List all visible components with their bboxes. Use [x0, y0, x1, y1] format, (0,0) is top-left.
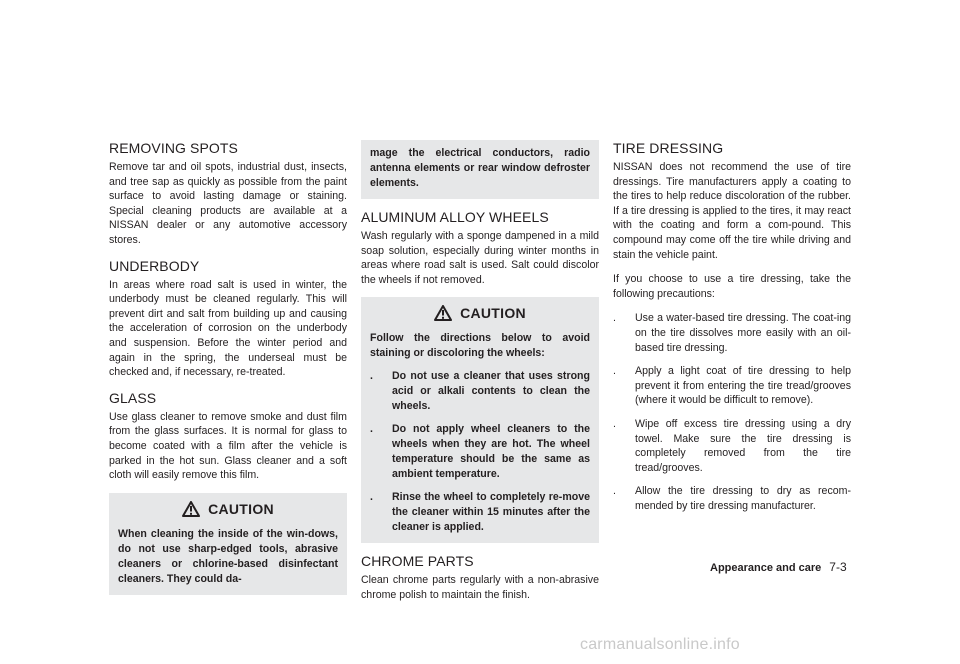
paragraph-alloy-wheels: Wash regularly with a sponge dampened in a mild soap solution, especially during winter months in areas where road salt is used. Salt could discolor the wheels if not removed. — [361, 230, 599, 286]
paragraph-tire-dressing-1: NISSAN does not recommend the use of tire dressings. Tire manufacturers apply a coating to the tires to help reduce discoloration of the rubber. If a tire dressing is applied to the tires, it may react with the coating and form a com-pound. This compound may come off the tire while driving and stain the vehicle paint. — [613, 161, 851, 261]
list-item — [370, 369, 590, 414]
caution-intro-wheels: Follow the directions below to avoid staining or discoloring the wheels: — [370, 332, 590, 360]
list-item-text: Apply a light coat of tire dressing to help prevent it from entering the tire tread/grooves (where it would be difficult to remove). — [635, 365, 851, 407]
list-item — [370, 422, 590, 482]
section-heading-glass: GLASS — [109, 389, 157, 406]
list-item — [613, 417, 851, 475]
list-item — [613, 484, 851, 513]
list-item — [613, 311, 851, 355]
paragraph-underbody: In areas where road salt is used in winter, the underbody must be cleaned regularly. This will prevent dirt and salt from building up and causing the acceleration of corrosion on the underbody and suspension. Before the winter period and again in the spring, the underseal must be checked and, if necessary, re-treated. — [109, 278, 347, 379]
caution-box-wheels — [361, 297, 599, 543]
caution-box-glass-continued — [361, 140, 599, 199]
caution-title: CAUTION — [460, 305, 526, 322]
list-item — [370, 490, 590, 535]
list-item — [613, 364, 851, 408]
watermark: carmanualsonline.info — [580, 636, 740, 653]
list-item-text: Allow the tire dressing to dry as recom-mended by tire dressing manufacturer. — [635, 485, 851, 512]
section-heading-underbody: UNDERBODY — [109, 257, 200, 274]
section-heading-tire-dressing: TIRE DRESSING — [613, 140, 724, 156]
list-item-text: Rinse the wheel to completely re-move the cleaner within 15 minutes after the cleaner is applied. — [392, 491, 590, 534]
bullet-marker: . — [370, 491, 373, 504]
bullet-marker: . — [613, 365, 616, 378]
section-heading-removing-spots: REMOVING SPOTS — [109, 140, 238, 156]
paragraph-glass: Use glass cleaner to remove smoke and dust film from the glass surfaces. It is normal for glass to become coated with a film after the vehicle is parked in the hot sun. Glass cleaner and a soft cloth will easily remove this film. — [109, 410, 347, 482]
list-item-text: Do not apply wheel cleaners to the wheels when they are hot. The wheel temperature should be the same as ambient temperature. — [392, 423, 590, 481]
paragraph-chrome: Clean chrome parts regularly with a non-abrasive chrome polish to maintain the finish. — [361, 574, 599, 601]
caution-title: CAUTION — [208, 500, 274, 517]
bullet-marker: . — [613, 417, 616, 430]
list-item-text: Use a water-based tire dressing. The coat-ing on the tire dissolves more easily with an oil-based tire dressing. — [635, 312, 851, 354]
warning-triangle-icon — [434, 305, 452, 321]
caution-text-glass-continued: mage the electrical conductors, radio antenna elements or rear window defroster elements. — [370, 147, 590, 189]
precautions-list — [613, 311, 851, 513]
caution-header — [118, 501, 338, 517]
footer-section-title: Appearance and care — [710, 562, 822, 574]
column-2 — [361, 140, 599, 613]
section-heading-alloy-wheels: ALUMINUM ALLOY WHEELS — [361, 209, 549, 225]
caution-header — [370, 305, 590, 321]
caution-box-glass — [109, 493, 347, 595]
column-1 — [109, 140, 347, 605]
caution-list-wheels — [370, 369, 590, 535]
list-item-text: Wipe off excess tire dressing using a dry towel. Make sure the tire dressing is completely removed from the tire tread/grooves. — [635, 417, 851, 474]
bullet-marker: . — [613, 485, 616, 498]
section-heading-chrome: CHROME PARTS — [361, 553, 474, 570]
warning-triangle-icon — [182, 501, 200, 517]
column-3 — [613, 140, 851, 522]
list-item-text: Do not use a cleaner that uses strong acid or alkali contents to clean the wheels. — [392, 370, 590, 413]
caution-text-glass: When cleaning the inside of the win-dows, do not use sharp-edged tools, abrasive cleaners or chlorine-based disinfectant cleaners. They could da- — [118, 527, 338, 585]
paragraph-removing-spots: Remove tar and oil spots, industrial dust, insects, and tree sap as quickly as possible from the paint surface to avoid lasting damage or staining. Special cleaning products are available at a NISSAN dealer or any automotive accessory stores. — [109, 161, 347, 246]
bullet-marker: . — [370, 370, 373, 383]
page-number: 7-3 — [829, 560, 847, 574]
page-footer — [710, 560, 847, 574]
bullet-marker: . — [370, 423, 373, 436]
bullet-marker: . — [613, 312, 616, 325]
paragraph-tire-dressing-2: If you choose to use a tire dressing, take the following precautions: — [613, 273, 851, 300]
